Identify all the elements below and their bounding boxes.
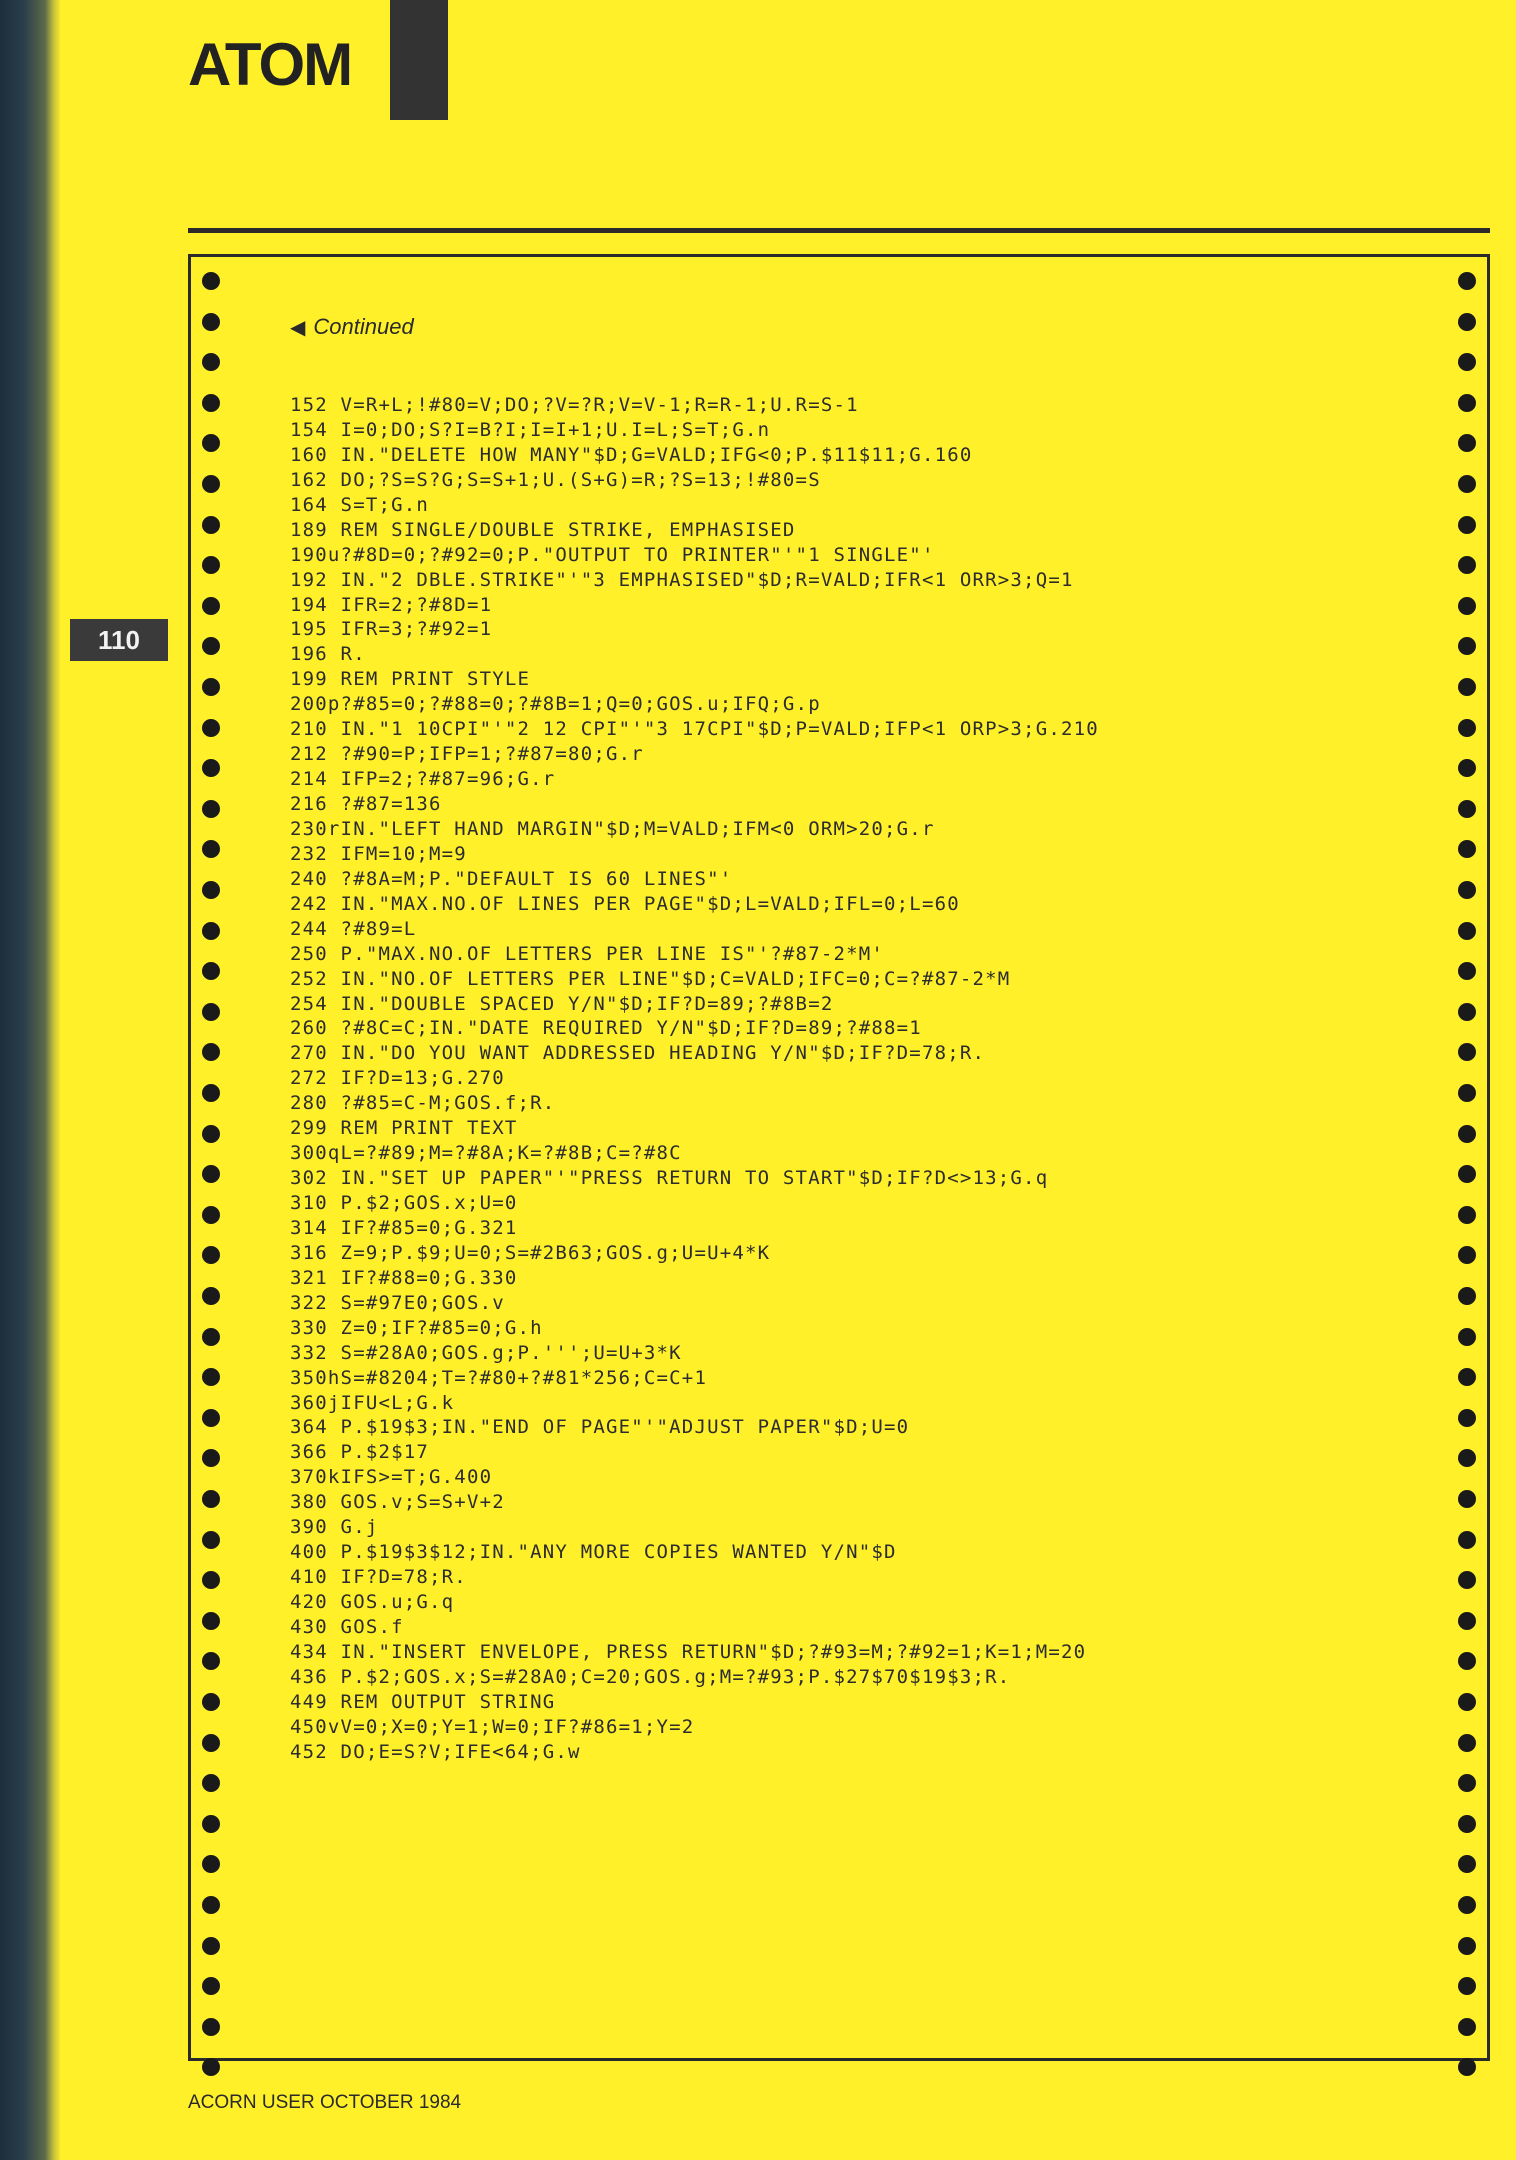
- listing-line: 254 IN."DOUBLE SPACED Y/N"$D;IF?D=89;?#8B=2: [290, 992, 834, 1015]
- listing-line: 199 REM PRINT STYLE: [290, 668, 531, 691]
- sprocket-hole: [1458, 1246, 1476, 1264]
- sprocket-hole: [1458, 1612, 1476, 1630]
- sprocket-hole: [202, 719, 220, 737]
- sprocket-hole: [1458, 881, 1476, 899]
- listing-line: 380 GOS.v;S=S+V+2: [290, 1491, 505, 1514]
- sprocket-hole: [202, 1937, 220, 1955]
- sprocket-hole: [202, 313, 220, 331]
- listing-line: 195 IFR=3;?#92=1: [290, 618, 493, 641]
- listing-line: 322 S=#97E0;GOS.v: [290, 1291, 505, 1314]
- sprocket-hole: [1458, 1409, 1476, 1427]
- sprocket-hole: [1458, 2058, 1476, 2076]
- listing-line: 360jIFU<L;G.k: [290, 1391, 455, 1414]
- sprocket-hole: [1458, 1693, 1476, 1711]
- section-title: ATOM: [188, 31, 352, 98]
- sprocket-hole: [202, 1449, 220, 1467]
- sprocket-hole: [1458, 719, 1476, 737]
- listing-line: 302 IN."SET UP PAPER"'"PRESS RETURN TO START"$D;IF?D<>13;G.q: [290, 1167, 1049, 1190]
- sprocket-hole: [202, 2058, 220, 2076]
- sprocket-hole: [1458, 313, 1476, 331]
- sprocket-hole: [202, 881, 220, 899]
- listing-line: 420 GOS.u;G.q: [290, 1591, 455, 1613]
- sprocket-hole: [202, 1490, 220, 1508]
- sprocket-hole: [1458, 1774, 1476, 1792]
- listing-line: 430 GOS.f: [290, 1615, 404, 1638]
- listing-line: 316 Z=9;P.$9;U=0;S=#2B63;GOS.g;U=U+4*K: [290, 1241, 771, 1264]
- sprocket-hole: [202, 1409, 220, 1427]
- sprocket-hole: [202, 597, 220, 615]
- sprocket-hole: [1458, 1043, 1476, 1061]
- listing-line: 310 P.$2;GOS.x;U=0: [290, 1192, 518, 1214]
- sprocket-hole: [1458, 1490, 1476, 1508]
- sprocket-hole: [202, 1328, 220, 1346]
- sprocket-hole: [1458, 962, 1476, 980]
- sprocket-hole: [202, 1287, 220, 1305]
- listing-line: 212 ?#90=P;IFP=1;?#87=80;G.r: [290, 743, 644, 766]
- sprocket-hole: [1458, 1815, 1476, 1833]
- listing-line: 260 ?#8C=C;IN."DATE REQUIRED Y/N"$D;IF?D=89;?#88=1: [290, 1017, 922, 1040]
- sprocket-hole: [202, 1612, 220, 1630]
- sprocket-hole: [1458, 1855, 1476, 1873]
- sprocket-hole: [1458, 1652, 1476, 1670]
- sprocket-hole: [202, 1003, 220, 1021]
- listing-line: 314 IF?#85=0;G.321: [290, 1216, 518, 1239]
- sprocket-hole: [1458, 1977, 1476, 1995]
- listing-line: 400 P.$19$3$12;IN."ANY MORE COPIES WANTED Y/N"$D: [290, 1541, 897, 1564]
- sprocket-hole: [202, 556, 220, 574]
- sprocket-hole: [202, 272, 220, 290]
- sprocket-hole: [202, 922, 220, 940]
- listing-line: 272 IF?D=13;G.270: [290, 1067, 505, 1090]
- sprocket-hole: [1458, 1896, 1476, 1914]
- listing-line: 300qL=?#89;M=?#8A;K=?#8B;C=?#8C: [290, 1142, 682, 1165]
- listing-line: 154 I=0;DO;S?I=B?I;I=I+1;U.I=L;S=T;G.n: [290, 418, 771, 441]
- listing-line: 189 REM SINGLE/DOUBLE STRIKE, EMPHASISED: [290, 518, 796, 541]
- listing-line: 330 Z=0;IF?#85=0;G.h: [290, 1316, 543, 1339]
- listing-line: 434 IN."INSERT ENVELOPE, PRESS RETURN"$D;?#93=M;?#92=1;K=1;M=20: [290, 1640, 1087, 1663]
- sprocket-hole: [202, 1774, 220, 1792]
- sprocket-hole: [202, 1652, 220, 1670]
- sprocket-hole: [202, 1855, 220, 1873]
- sprocket-hole: [202, 516, 220, 534]
- sprocket-hole: [1458, 516, 1476, 534]
- listing-line: 280 ?#85=C-M;GOS.f;R.: [290, 1092, 556, 1115]
- left-arrow-icon: ◀: [290, 317, 306, 339]
- sprocket-hole: [1458, 1937, 1476, 1955]
- listing-line: 299 REM PRINT TEXT: [290, 1117, 518, 1140]
- binding-spine: [0, 0, 60, 2160]
- sprocket-hole: [202, 1043, 220, 1061]
- sprocket-hole: [202, 800, 220, 818]
- listing-line: 270 IN."DO YOU WANT ADDRESSED HEADING Y/N"$D;IF?D=78;R.: [290, 1042, 986, 1065]
- listing-line: 321 IF?#88=0;G.330: [290, 1266, 518, 1289]
- listing-line: 210 IN."1 10CPI"'"2 12 CPI"'"3 17CPI"$D;P=VALD;IFP<1 ORP>3;G.210: [290, 718, 1099, 741]
- sprocket-hole: [1458, 1125, 1476, 1143]
- sprocket-hole: [1458, 1734, 1476, 1752]
- listing-line: 214 IFP=2;?#87=96;G.r: [290, 768, 556, 791]
- listing-line: 452 DO;E=S?V;IFE<64;G.w: [290, 1740, 581, 1763]
- listing-line: 162 DO;?S=S?G;S=S+1;U.(S+G)=R;?S=13;!#80=S: [290, 468, 821, 491]
- sprocket-hole: [202, 1206, 220, 1224]
- sprocket-hole: [1458, 637, 1476, 655]
- page-number-tab: 110: [70, 619, 168, 661]
- listing-line: 244 ?#89=L: [290, 917, 417, 940]
- sprocket-hole: [1458, 1368, 1476, 1386]
- listing-line: 240 ?#8A=M;P."DEFAULT IS 60 LINES"': [290, 867, 733, 890]
- sprocket-hole: [1458, 800, 1476, 818]
- sprocket-hole: [202, 637, 220, 655]
- continued-label: [290, 314, 414, 340]
- sprocket-hole: [202, 1896, 220, 1914]
- sprocket-hole: [1458, 597, 1476, 615]
- listing-line: 370kIFS>=T;G.400: [290, 1466, 493, 1489]
- listing-line: 194 IFR=2;?#8D=1: [290, 593, 493, 616]
- listing-line: 216 ?#87=136: [290, 793, 442, 815]
- listing-line: 230rIN."LEFT HAND MARGIN"$D;M=VALD;IFM<0 ORM>20;G.r: [290, 817, 935, 840]
- listing-line: 190u?#8D=0;?#92=0;P."OUTPUT TO PRINTER"'"1 SINGLE"': [290, 543, 935, 566]
- sprocket-hole: [202, 1815, 220, 1833]
- sprocket-hole: [202, 1571, 220, 1589]
- sprocket-hole: [202, 353, 220, 371]
- listing-line: 152 V=R+L;!#80=V;DO;?V=?R;V=V-1;R=R-1;U.R=S-1: [290, 394, 859, 416]
- sprocket-hole: [202, 840, 220, 858]
- sprocket-hole: [1458, 272, 1476, 290]
- listing-line: 196 R.: [290, 643, 366, 666]
- listing-line: 364 P.$19$3;IN."END OF PAGE"'"ADJUST PAPER"$D;U=0: [290, 1416, 910, 1439]
- sprocket-hole: [202, 759, 220, 777]
- listing-line: 232 IFM=10;M=9: [290, 842, 467, 865]
- continued-text: Continued: [313, 314, 414, 339]
- sprocket-hole: [202, 1734, 220, 1752]
- sprocket-hole: [1458, 1084, 1476, 1102]
- listing-line: 252 IN."NO.OF LETTERS PER LINE"$D;C=VALD;IFC=0;C=?#87-2*M: [290, 967, 1011, 990]
- sprocket-hole: [1458, 1206, 1476, 1224]
- sprocket-holes-right: [1447, 257, 1487, 2058]
- sprocket-hole: [202, 962, 220, 980]
- sprocket-hole: [1458, 1003, 1476, 1021]
- listing-line: 332 S=#28A0;GOS.g;P.''';U=U+3*K: [290, 1341, 682, 1364]
- sprocket-hole: [1458, 475, 1476, 493]
- listing-line: 164 S=T;G.n: [290, 493, 430, 516]
- header-rule: [188, 228, 1490, 233]
- sprocket-hole: [1458, 1165, 1476, 1183]
- sprocket-hole: [1458, 1287, 1476, 1305]
- sprocket-hole: [1458, 1328, 1476, 1346]
- sprocket-hole: [1458, 434, 1476, 452]
- section-bar: [390, 0, 448, 120]
- sprocket-hole: [202, 1084, 220, 1102]
- listing-line: 390 G.j: [290, 1516, 379, 1539]
- program-listing: [290, 393, 1099, 1765]
- sprocket-holes-left: [191, 257, 231, 2058]
- sprocket-hole: [1458, 678, 1476, 696]
- listing-line: 200p?#85=0;?#88=0;?#8B=1;Q=0;GOS.u;IFQ;G.p: [290, 693, 821, 716]
- sprocket-hole: [1458, 759, 1476, 777]
- listing-line: 192 IN."2 DBLE.STRIKE"'"3 EMPHASISED"$D;R=VALD;IFR<1 ORR>3;Q=1: [290, 568, 1074, 591]
- sprocket-hole: [202, 678, 220, 696]
- sprocket-hole: [1458, 1571, 1476, 1589]
- sprocket-hole: [202, 1125, 220, 1143]
- page-footer: ACORN USER OCTOBER 1984: [188, 2092, 462, 2113]
- sprocket-hole: [202, 1246, 220, 1264]
- listing-line: 242 IN."MAX.NO.OF LINES PER PAGE"$D;L=VALD;IFL=0;L=60: [290, 892, 960, 915]
- sprocket-hole: [202, 1531, 220, 1549]
- sprocket-hole: [1458, 353, 1476, 371]
- listing-line: 436 P.$2;GOS.x;S=#28A0;C=20;GOS.g;M=?#93;P.$27$70$19$3;R.: [290, 1665, 1011, 1688]
- listing-line: 450vV=0;X=0;Y=1;W=0;IF?#86=1;Y=2: [290, 1715, 695, 1738]
- sprocket-hole: [1458, 394, 1476, 412]
- sprocket-hole: [1458, 2018, 1476, 2036]
- listing-line: 160 IN."DELETE HOW MANY"$D;G=VALD;IFG<0;P.$11$11;G.160: [290, 443, 973, 466]
- sprocket-hole: [202, 394, 220, 412]
- sprocket-hole: [1458, 840, 1476, 858]
- listing-line: 366 P.$2$17: [290, 1441, 430, 1464]
- sprocket-hole: [202, 1977, 220, 1995]
- sprocket-hole: [1458, 922, 1476, 940]
- sprocket-hole: [202, 2018, 220, 2036]
- sprocket-hole: [1458, 1531, 1476, 1549]
- listing-line: 410 IF?D=78;R.: [290, 1566, 467, 1589]
- listing-line: 250 P."MAX.NO.OF LETTERS PER LINE IS"'?#87-2*M': [290, 942, 885, 965]
- sprocket-hole: [202, 1165, 220, 1183]
- sprocket-hole: [202, 1368, 220, 1386]
- sprocket-hole: [1458, 556, 1476, 574]
- sprocket-hole: [202, 1693, 220, 1711]
- sprocket-hole: [202, 475, 220, 493]
- sprocket-hole: [202, 434, 220, 452]
- listing-line: 449 REM OUTPUT STRING: [290, 1690, 556, 1713]
- listing-line: 350hS=#8204;T=?#80+?#81*256;C=C+1: [290, 1366, 708, 1389]
- sprocket-hole: [1458, 1449, 1476, 1467]
